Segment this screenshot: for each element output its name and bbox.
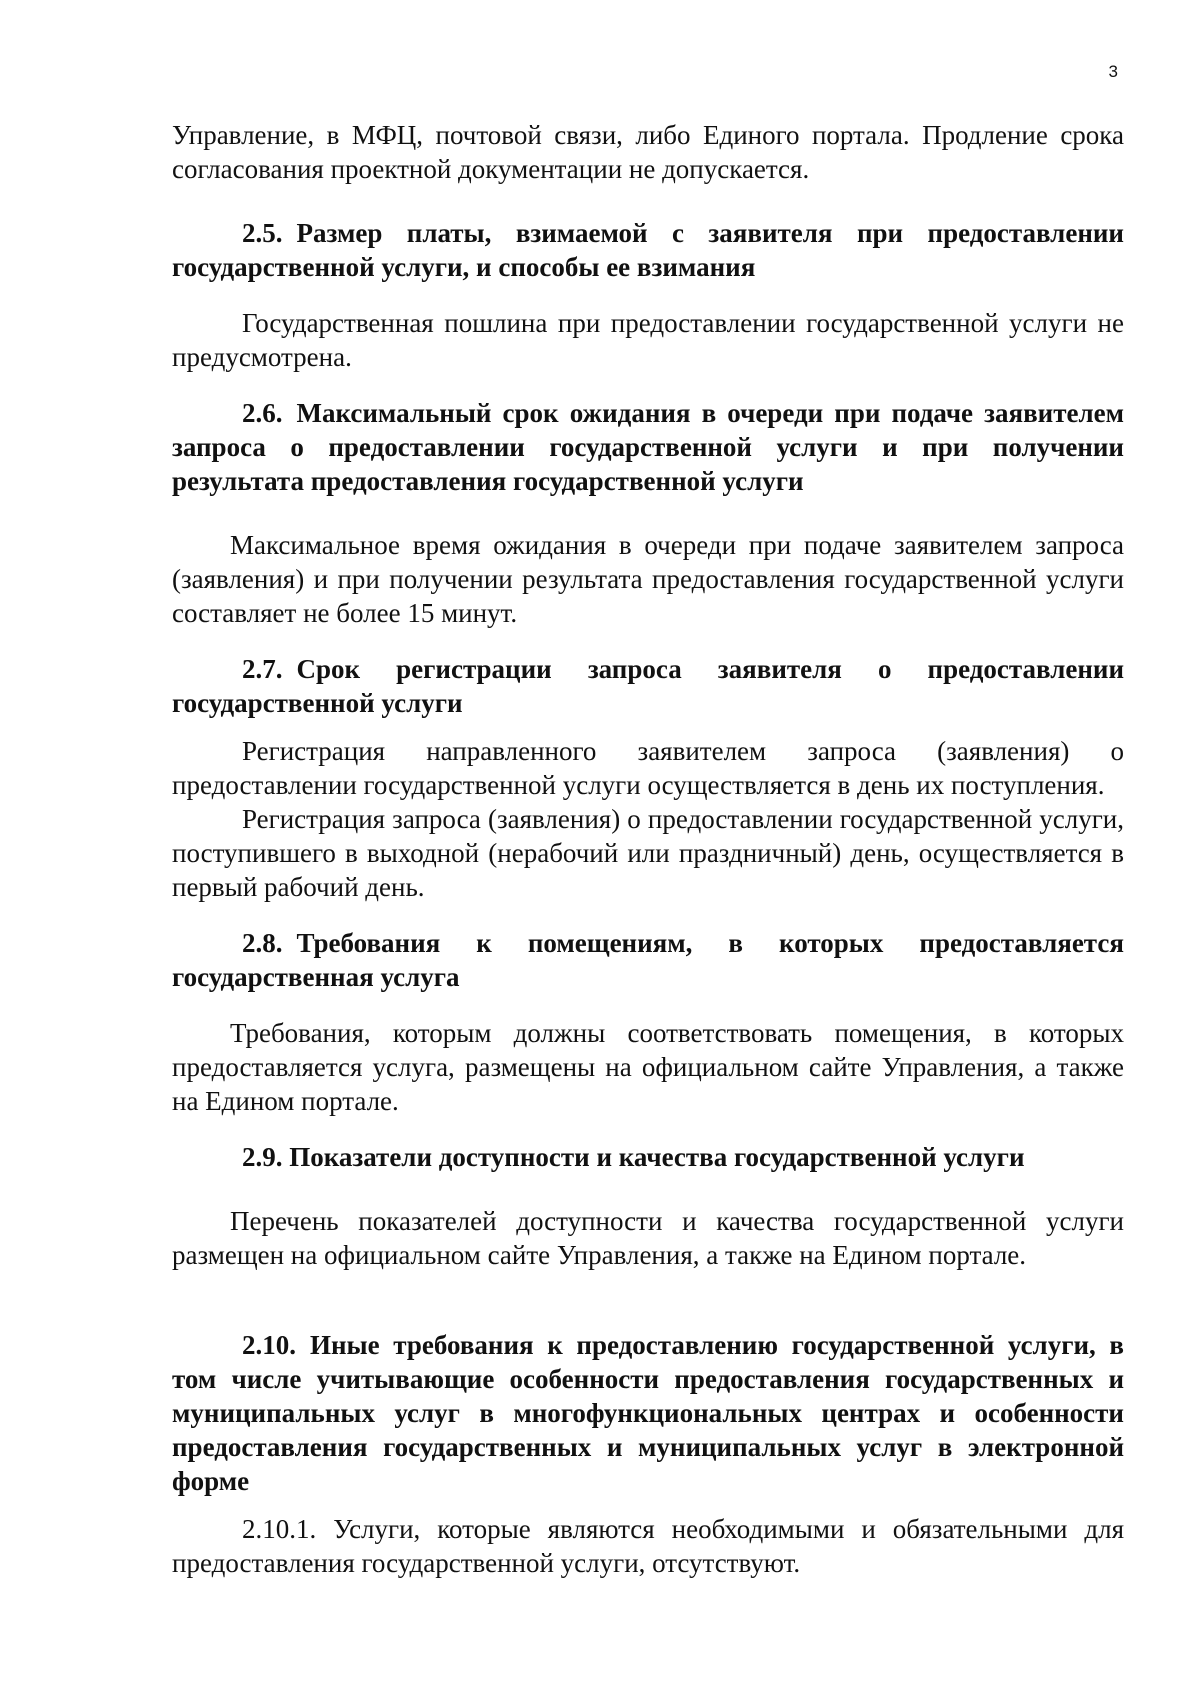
section-2-8-title: Требования к помещениям, в которых предоставляется государственная услуга bbox=[172, 928, 1124, 992]
section-2-7-text-2: Регистрация запроса (заявления) о предоставлении государственной услуги, поступившего в выходной (нерабочий или праздничный) день, осуществляется в первый рабочий день. bbox=[172, 804, 1124, 902]
section-2-5-heading bbox=[172, 216, 1124, 284]
section-2-10-heading bbox=[172, 1328, 1124, 1498]
section-2-10-text: 2.10.1. Услуги, которые являются необходимыми и обязательными для предоставления государственной услуги, отсутствуют. bbox=[172, 1514, 1124, 1578]
section-2-7-number: 2.7. bbox=[242, 654, 283, 684]
section-2-8-text: Требования, которым должны соответствовать помещения, в которых предоставляется услуга, размещены на официальном сайте Управления, а также на Едином портале. bbox=[172, 1018, 1124, 1116]
section-2-5-number: 2.5. bbox=[242, 218, 283, 248]
section-2-5-text: Государственная пошлина при предоставлении государственной услуги не предусмотрена. bbox=[172, 308, 1124, 372]
section-2-8-number: 2.8. bbox=[242, 928, 283, 958]
section-2-5-title: Размер платы, взимаемой с заявителя при предоставлении государственной услуги, и способы ее взимания bbox=[172, 218, 1124, 282]
section-2-10-title: Иные требования к предоставлению государственной услуги, в том числе учитывающие особенности предоставления государственных и муниципальных услуг в многофункциональных центрах и особенности предоставления государственных и муниципальных услуг в электронной форме bbox=[172, 1330, 1124, 1496]
page-number: 3 bbox=[1108, 62, 1118, 81]
section-2-9-heading: 2.9. Показатели доступности и качества государственной услуги bbox=[242, 1142, 1025, 1172]
section-2-7-text-1: Регистрация направленного заявителем запроса (заявления) о предоставлении государственной услуги осуществляется в день их поступления. bbox=[172, 736, 1124, 800]
section-2-7-title: Срок регистрации запроса заявителя о предоставлении государственной услуги bbox=[172, 654, 1124, 718]
section-2-9-text: Перечень показателей доступности и качества государственной услуги размещен на официальном сайте Управления, а также на Едином портале. bbox=[172, 1206, 1124, 1270]
section-2-6-heading bbox=[172, 396, 1124, 498]
section-2-8-heading bbox=[172, 926, 1124, 994]
section-2-6-title: Максимальный срок ожидания в очереди при подаче заявителем запроса о предоставлении государственной услуги и при получении результата предоставления государственной услуги bbox=[172, 398, 1124, 496]
section-2-10-number: 2.10. bbox=[242, 1330, 296, 1360]
section-2-7-heading bbox=[172, 652, 1124, 720]
section-2-6-text: Максимальное время ожидания в очереди при подаче заявителем запроса (заявления) и при получении результата предоставления государственной услуги составляет не более 15 минут. bbox=[172, 530, 1124, 628]
section-2-6-number: 2.6. bbox=[242, 398, 283, 428]
document-body bbox=[172, 118, 1124, 1580]
intro-paragraph: Управление, в МФЦ, почтовой связи, либо Единого портала. Продление срока согласования проектной документации не допускается. bbox=[172, 120, 1124, 184]
